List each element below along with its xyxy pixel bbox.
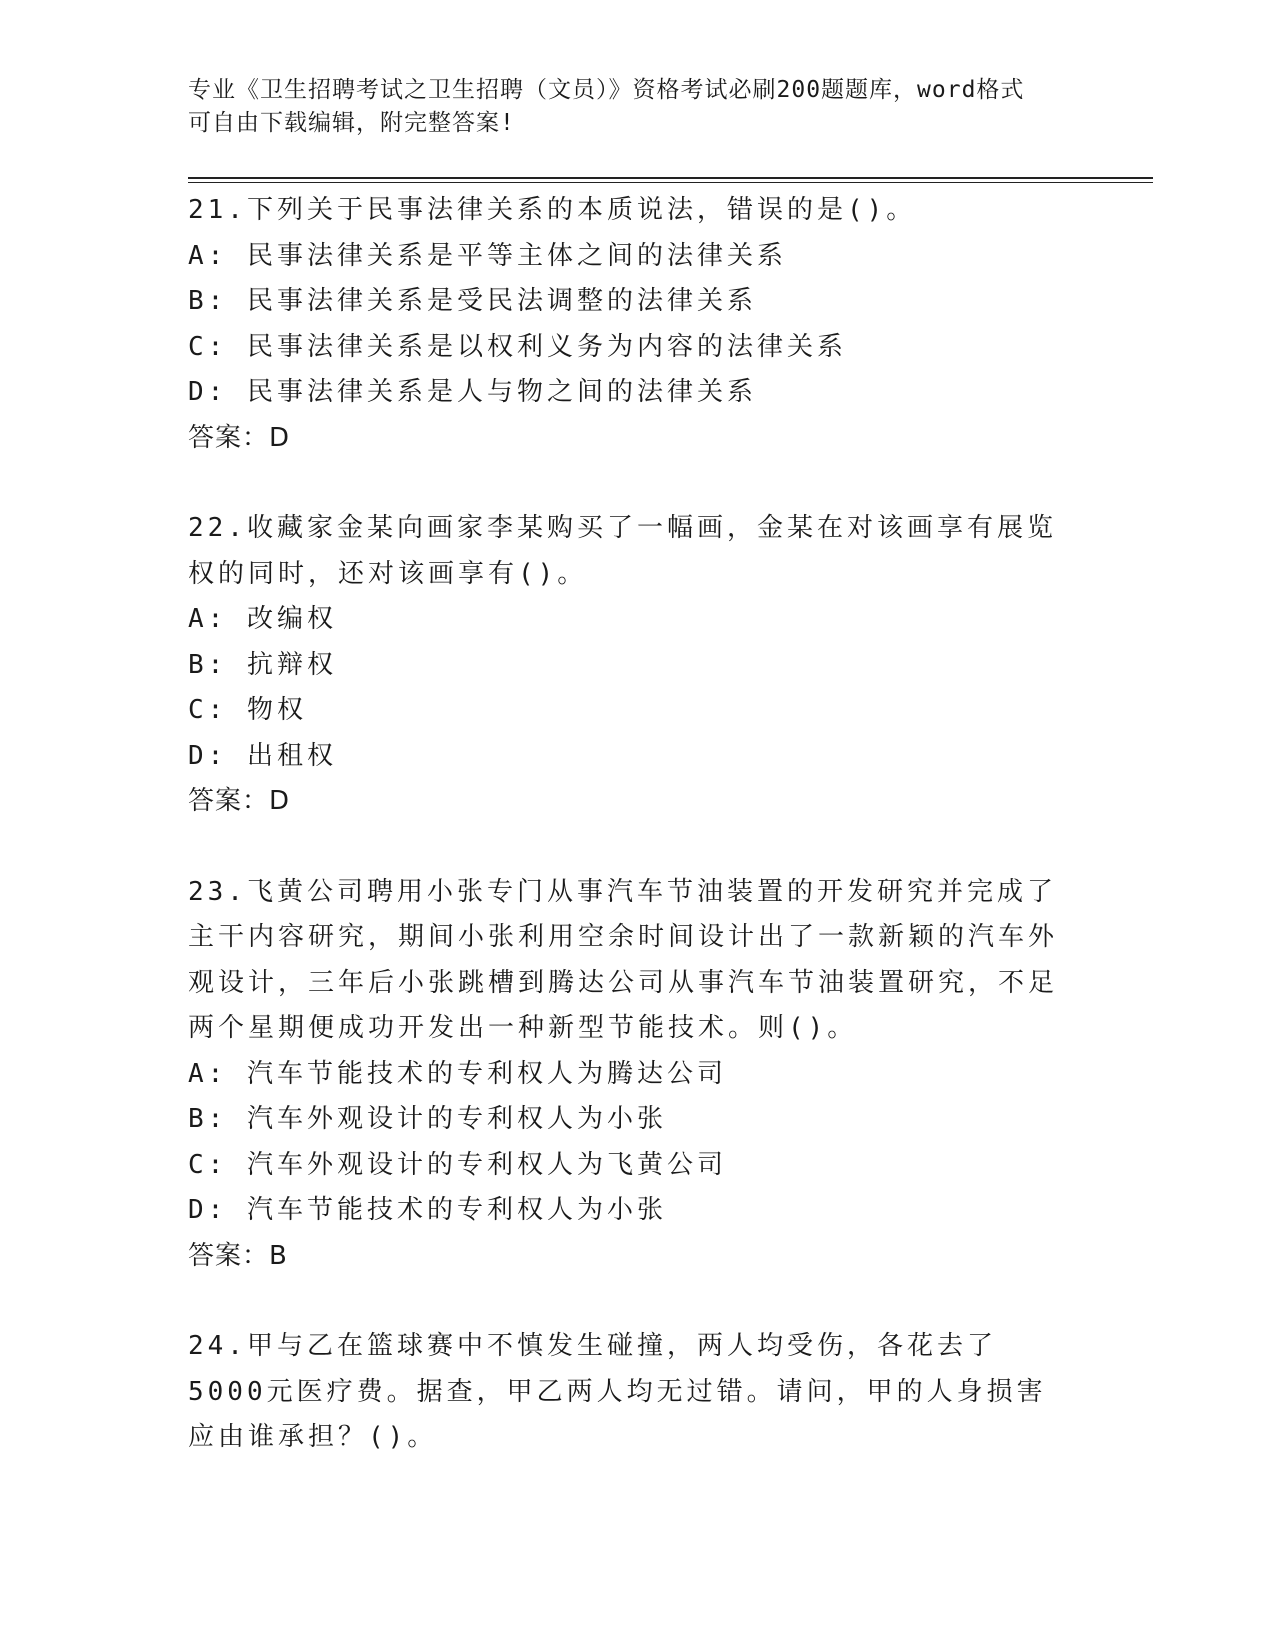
- header-title-line: 专业《卫生招聘考试之卫生招聘（文员）》资格考试必刷200题题库，word格式: [188, 77, 1025, 103]
- answer-line: 答案：D: [188, 422, 291, 453]
- question-23: [188, 870, 1068, 1280]
- question-stem: 24.甲与乙在篮球赛中不慎发生碰撞，两人均受伤，各花去了5000元医疗费。据查，甲乙两人均无过错。请问，甲的人身损害应由谁承担？()。: [188, 1331, 1047, 1452]
- question-stem: 21.下列关于民事法律关系的本质说法，错误的是()。: [188, 195, 917, 225]
- header-divider-thick: [188, 177, 1153, 179]
- option-a: A: 改编权: [188, 604, 337, 634]
- question-24: [188, 1324, 1068, 1461]
- header-subtitle-line: 可自由下载编辑，附完整答案!: [188, 110, 515, 136]
- option-d: D: 汽车节能技术的专利权人为小张: [188, 1195, 667, 1225]
- option-c: C: 民事法律关系是以权利义务为内容的法律关系: [188, 331, 847, 362]
- option-a: A: 民事法律关系是平等主体之间的法律关系: [188, 240, 787, 271]
- header-divider-thin: [188, 182, 1153, 183]
- option-b: B: 民事法律关系是受民法调整的法律关系: [188, 286, 757, 316]
- question-22: [188, 506, 1068, 825]
- question-stem: 23.飞黄公司聘用小张专门从事汽车节油装置的开发研究并完成了主干内容研究，期间小张利用空余时间设计出了一款新颖的汽车外观设计，三年后小张跳槽到腾达公司从事汽车节油装置研究，不足两个星期便成功开发出一种新型节能技术。则()。: [188, 876, 1059, 1043]
- option-c: C: 汽车外观设计的专利权人为飞黄公司: [188, 1149, 727, 1180]
- document-header: [188, 74, 1088, 140]
- option-a: A: 汽车节能技术的专利权人为腾达公司: [188, 1058, 727, 1089]
- option-d: D: 民事法律关系是人与物之间的法律关系: [188, 377, 757, 407]
- answer-line: 答案：D: [188, 786, 291, 816]
- option-c: C: 物权: [188, 695, 307, 725]
- option-b: B: 汽车外观设计的专利权人为小张: [188, 1104, 667, 1134]
- option-b: B: 抗辩权: [188, 649, 337, 680]
- question-21: [188, 188, 1068, 461]
- answer-line: 答案：B: [188, 1240, 288, 1271]
- option-d: D: 出租权: [188, 740, 337, 771]
- question-list: [188, 188, 1068, 1461]
- question-stem: 22.收藏家金某向画家李某购买了一幅画，金某在对该画享有展览权的同时，还对该画享有()。: [188, 513, 1057, 589]
